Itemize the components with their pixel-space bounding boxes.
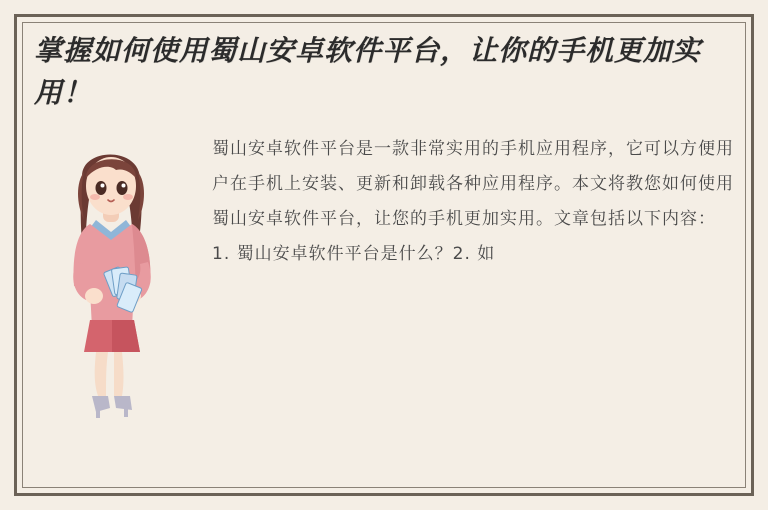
anime-girl-holding-cards-illustration xyxy=(40,128,190,428)
page-title: 掌握如何使用蜀山安卓软件平台，让你的手机更加实用！ xyxy=(34,34,702,109)
document-content xyxy=(34,30,734,480)
article-body-row xyxy=(34,128,734,428)
article-paragraph: 蜀山安卓软件平台是一款非常实用的手机应用程序，它可以方便用户在手机上安装、更新和卸载各种应用程序。本文将教您如何使用蜀山安卓软件平台，让您的手机更加实用。文章包括以下内容：1. 蜀山安卓软件平台是什么？2. 如 xyxy=(212,139,734,264)
